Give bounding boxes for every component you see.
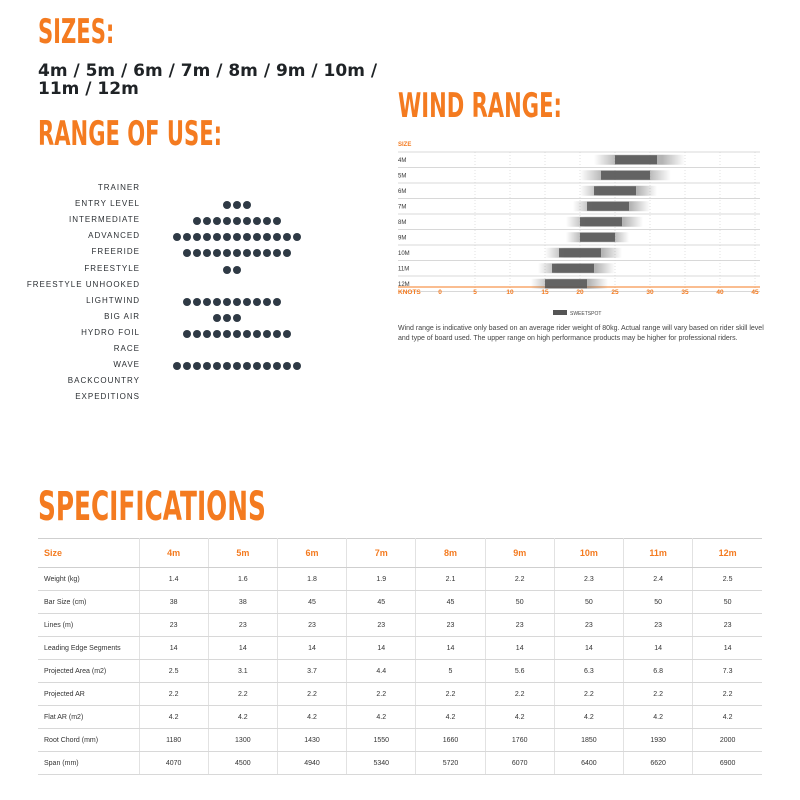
spec-row (38, 752, 762, 775)
spec-row (38, 637, 762, 660)
rating-dot (223, 362, 231, 370)
spec-header-size: 6m (277, 539, 346, 568)
spec-cell: 4.2 (554, 706, 623, 729)
spec-cell: 4.2 (485, 706, 554, 729)
spec-cell: 4.2 (208, 706, 277, 729)
spec-cell: 14 (693, 637, 762, 660)
sizes-list: 4m / 5m / 6m / 7m / 8m / 9m / 10m / 11m / 12m (38, 61, 378, 99)
rating-dot (223, 330, 231, 338)
spec-cell: 6.8 (624, 660, 693, 683)
spec-row (38, 614, 762, 637)
wind-labels (398, 158, 759, 296)
rating-dot (263, 330, 271, 338)
range-of-use-heading: RANGE OF USE: (38, 114, 223, 154)
range-label: FREESTYLE (84, 263, 140, 273)
spec-cell: 2.4 (624, 568, 693, 591)
spec-cell: 1760 (485, 729, 554, 752)
spec-cell: 2.3 (554, 568, 623, 591)
spec-cell: 38 (139, 591, 208, 614)
rating-dot (213, 362, 221, 370)
spec-cell: 23 (554, 614, 623, 637)
sweetspot-bar (559, 248, 601, 257)
range-label: BIG AIR (104, 311, 140, 321)
spec-cell: 14 (554, 637, 623, 660)
spec-cell: 3.7 (277, 660, 346, 683)
spec-cell: 6900 (693, 752, 762, 775)
spec-cell: 2.2 (139, 683, 208, 706)
x-tick-label: 15 (541, 289, 549, 296)
spec-cell: 14 (208, 637, 277, 660)
spec-row (38, 591, 762, 614)
spec-cell: 2.2 (347, 683, 416, 706)
sweetspot-bar (580, 233, 615, 242)
specifications-heading: SPECIFICATIONS (38, 484, 266, 530)
spec-cell: 23 (139, 614, 208, 637)
wind-bars (531, 155, 685, 289)
spec-cell: 7.3 (693, 660, 762, 683)
spec-row-label: Root Chord (mm) (38, 729, 139, 752)
size-label: 4M (398, 157, 407, 164)
x-tick-label: 10 (506, 289, 514, 296)
range-label: INTERMEDIATE (69, 215, 140, 225)
rating-dot (273, 362, 281, 370)
spec-cell: 4940 (277, 752, 346, 775)
range-label: BACKCOUNTRY (67, 376, 140, 386)
sweetspot-bar (594, 186, 636, 195)
spec-cell: 14 (139, 637, 208, 660)
spec-cell: 1.8 (277, 568, 346, 591)
spec-cell: 1660 (416, 729, 485, 752)
legend-swatch (553, 310, 567, 315)
wind-size-header: SIZE (398, 142, 412, 148)
size-label: 10M (398, 250, 410, 257)
spec-header-size: 12m (693, 539, 762, 568)
spec-row-label: Flat AR (m2) (38, 706, 139, 729)
spec-row (38, 660, 762, 683)
spec-row (38, 729, 762, 752)
spec-cell: 45 (277, 591, 346, 614)
size-label: 6M (398, 188, 407, 195)
spec-header-size: 11m (624, 539, 693, 568)
spec-cell: 2.2 (208, 683, 277, 706)
spec-cell: 2.5 (693, 568, 762, 591)
spec-row (38, 683, 762, 706)
spec-cell: 50 (693, 591, 762, 614)
spec-cell: 4.2 (139, 706, 208, 729)
rating-dot (203, 362, 211, 370)
specifications-table (38, 538, 762, 775)
spec-cell: 23 (208, 614, 277, 637)
spec-cell: 14 (624, 637, 693, 660)
rating-dot (293, 362, 301, 370)
sizes-heading: SIZES: (38, 12, 115, 52)
range-label: WAVE (113, 360, 140, 370)
x-tick-label: 45 (751, 289, 759, 296)
size-label: 8M (398, 219, 407, 226)
range-label: LIGHTWIND (86, 295, 140, 305)
range-label: FREERIDE (91, 247, 140, 257)
rating-dot (213, 330, 221, 338)
range-label: ADVANCED (88, 231, 140, 241)
spec-header-row (38, 539, 762, 568)
spec-header-size: 4m (139, 539, 208, 568)
rating-dot (243, 362, 251, 370)
range-label: FREESTYLE UNHOOKED (26, 279, 140, 289)
rating-dot (193, 362, 201, 370)
spec-cell: 14 (485, 637, 554, 660)
rating-dot (183, 362, 191, 370)
range-label: EXPEDITIONS (75, 392, 140, 402)
wind-range-chart (0, 0, 800, 330)
range-row (0, 359, 380, 375)
spec-cell: 2.2 (693, 683, 762, 706)
spec-row-label: Projected Area (m2) (38, 660, 139, 683)
spec-cell: 14 (416, 637, 485, 660)
wind-axis-label: KNOTS (398, 289, 421, 296)
x-tick-label: 20 (576, 289, 584, 296)
spec-cell: 1.4 (139, 568, 208, 591)
rating-dot (203, 330, 211, 338)
spec-cell: 1300 (208, 729, 277, 752)
spec-cell: 5.6 (485, 660, 554, 683)
size-label: 12M (398, 281, 410, 288)
spec-cell: 5720 (416, 752, 485, 775)
spec-cell: 1550 (347, 729, 416, 752)
sweetspot-bar (615, 155, 657, 164)
legend-label: SWEETSPOT (570, 311, 602, 317)
spec-row (38, 706, 762, 729)
rating-dot (253, 362, 261, 370)
spec-cell: 5340 (347, 752, 416, 775)
spec-row-label: Projected AR (38, 683, 139, 706)
spec-cell: 1180 (139, 729, 208, 752)
spec-header-size: 10m (554, 539, 623, 568)
wind-range-heading: WIND RANGE: (398, 86, 562, 126)
spec-cell: 23 (347, 614, 416, 637)
x-tick-label: 5 (473, 289, 477, 296)
range-label: TRAINER (97, 183, 140, 192)
spec-cell: 50 (485, 591, 554, 614)
spec-cell: 2.1 (416, 568, 485, 591)
spec-cell: 1930 (624, 729, 693, 752)
spec-cell: 1.6 (208, 568, 277, 591)
rating-dot (183, 330, 191, 338)
spec-cell: 4.2 (693, 706, 762, 729)
spec-cell: 2.5 (139, 660, 208, 683)
spec-cell: 1850 (554, 729, 623, 752)
spec-cell: 4.4 (347, 660, 416, 683)
spec-cell: 45 (416, 591, 485, 614)
spec-cell: 1430 (277, 729, 346, 752)
spec-row-label: Bar Size (cm) (38, 591, 139, 614)
range-label: ENTRY LEVEL (75, 199, 140, 209)
sweetspot-bar (601, 171, 650, 180)
spec-cell: 3.1 (208, 660, 277, 683)
spec-cell: 2.2 (485, 683, 554, 706)
x-tick-label: 25 (611, 289, 619, 296)
spec-cell: 6620 (624, 752, 693, 775)
spec-cell: 45 (347, 591, 416, 614)
spec-header-size: 7m (347, 539, 416, 568)
spec-header-size: 5m (208, 539, 277, 568)
range-label: RACE (113, 344, 140, 353)
wind-range-note: Wind range is indicative only based on an average rider weight of 80kg. Actual range will vary based on rider skill level and type of board used. The upper range on high performance products may be higher for professional riders. (398, 325, 764, 342)
spec-row-label: Weight (kg) (38, 568, 139, 591)
spec-cell: 23 (416, 614, 485, 637)
spec-cell: 6070 (485, 752, 554, 775)
x-tick-label: 30 (646, 289, 654, 296)
rating-dot (253, 330, 261, 338)
sweetspot-bar (587, 202, 629, 211)
spec-row-label: Span (mm) (38, 752, 139, 775)
spec-cell: 4.2 (277, 706, 346, 729)
spec-header-label: Size (38, 539, 139, 568)
spec-cell: 6.3 (554, 660, 623, 683)
spec-cell: 23 (693, 614, 762, 637)
spec-cell: 2.2 (277, 683, 346, 706)
spec-cell: 4.2 (624, 706, 693, 729)
spec-cell: 4070 (139, 752, 208, 775)
spec-cell: 4500 (208, 752, 277, 775)
spec-header-size: 8m (416, 539, 485, 568)
sweetspot-bar (580, 217, 622, 226)
spec-cell: 14 (277, 637, 346, 660)
spec-cell: 2000 (693, 729, 762, 752)
sweetspot-bar (552, 264, 594, 273)
spec-row-label: Leading Edge Segments (38, 637, 139, 660)
spec-cell: 23 (277, 614, 346, 637)
spec-cell: 4.2 (347, 706, 416, 729)
rating-dot (283, 330, 291, 338)
x-tick-label: 35 (681, 289, 689, 296)
spec-cell: 4.2 (416, 706, 485, 729)
spec-cell: 23 (624, 614, 693, 637)
size-label: 7M (398, 204, 407, 211)
rating-dot (243, 330, 251, 338)
rating-dot (283, 362, 291, 370)
spec-cell: 23 (485, 614, 554, 637)
spec-cell: 38 (208, 591, 277, 614)
range-label: HYDRO FOIL (81, 327, 140, 337)
spec-row (38, 568, 762, 591)
rating-dot (263, 362, 271, 370)
range-row (0, 375, 380, 391)
spec-header-size: 9m (485, 539, 554, 568)
spec-cell: 14 (347, 637, 416, 660)
size-label: 11M (398, 266, 410, 273)
spec-cell: 2.2 (485, 568, 554, 591)
rating-dot (193, 330, 201, 338)
spec-row-label: Lines (m) (38, 614, 139, 637)
range-row (0, 391, 380, 407)
size-label: 9M (398, 235, 407, 242)
range-row (0, 343, 380, 359)
rating-dot (273, 330, 281, 338)
spec-cell: 2.2 (554, 683, 623, 706)
spec-cell: 50 (624, 591, 693, 614)
rating-dot (173, 362, 181, 370)
x-tick-label: 40 (716, 289, 724, 296)
spec-cell: 2.2 (416, 683, 485, 706)
spec-cell: 2.2 (624, 683, 693, 706)
spec-cell: 6400 (554, 752, 623, 775)
size-label: 5M (398, 173, 407, 180)
rating-dot (233, 362, 241, 370)
spec-cell: 50 (554, 591, 623, 614)
spec-cell: 5 (416, 660, 485, 683)
rating-dot (233, 330, 241, 338)
x-tick-label: 0 (438, 289, 442, 296)
spec-cell: 1.9 (347, 568, 416, 591)
sweetspot-bar (545, 279, 587, 288)
